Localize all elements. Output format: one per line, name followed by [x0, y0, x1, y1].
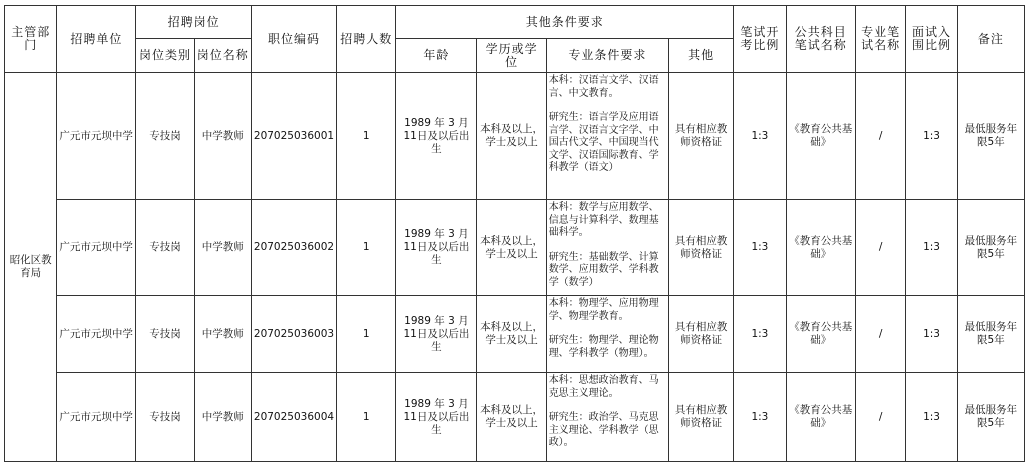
age-cell: 1989 年 3 月11日及以后出生	[396, 296, 477, 373]
code-cell: 207025036003	[251, 296, 336, 373]
major-postgrad: 研究生：政治学、马克思主义理论、学科教学（思政）。	[548, 412, 659, 448]
major-cell	[546, 73, 668, 200]
age-cell: 1989 年 3 月11日及以后出生	[396, 200, 477, 296]
type-cell: 专技岗	[136, 200, 194, 296]
count-cell: 1	[337, 200, 396, 296]
count-cell: 1	[337, 73, 396, 200]
public-exam-cell: 《教育公共基础》	[786, 373, 855, 462]
interview-ratio-cell: 1:3	[906, 373, 957, 462]
header-post-name: 岗位名称	[194, 39, 251, 73]
header-age: 年龄	[396, 39, 477, 73]
interview-ratio-cell: 1:3	[906, 73, 957, 200]
header-interview-ratio: 面试入围比例	[906, 6, 957, 73]
table-row	[5, 296, 1025, 373]
type-cell: 专技岗	[136, 373, 194, 462]
age-cell: 1989 年 3 月11日及以后出生	[396, 73, 477, 200]
major-undergrad: 本科：物理学、应用物理学、物理学教育。	[548, 298, 659, 322]
header-other-conditions: 其他条件要求	[396, 6, 734, 39]
header-prof-exam: 专业笔试名称	[855, 6, 905, 73]
recruitment-table	[4, 5, 1025, 462]
major-cell	[546, 200, 668, 296]
header-row-1	[5, 6, 1025, 39]
edu-cell: 本科及以上，学士及以上	[477, 73, 546, 200]
public-exam-cell: 《教育公共基础》	[786, 73, 855, 200]
header-exam-ratio: 笔试开考比例	[734, 6, 786, 73]
major-postgrad: 研究生：基础数学、计算数学、应用数学、学科教学（数学）	[548, 251, 659, 288]
exam-ratio-cell: 1:3	[734, 296, 786, 373]
major-postgrad: 研究生：语言学及应用语言学、汉语言文字学、中国古代文学、中国现当代文学、汉语国际教育、学科教学（语文）	[548, 112, 659, 173]
unit-cell: 广元市元坝中学	[57, 296, 136, 373]
header-post-type: 岗位类别	[136, 39, 194, 73]
other-cell: 具有相应教师资格证	[669, 296, 734, 373]
code-cell: 207025036001	[251, 73, 336, 200]
interview-ratio-cell: 1:3	[906, 296, 957, 373]
exam-ratio-cell: 1:3	[734, 73, 786, 200]
header-code: 职位编码	[251, 6, 336, 73]
header-public-exam: 公共科目笔试名称	[786, 6, 855, 73]
name-cell: 中学教师	[194, 73, 251, 200]
header-dept: 主管部门	[5, 6, 57, 73]
age-cell: 1989 年 3 月11日及以后出生	[396, 373, 477, 462]
header-unit: 招聘单位	[57, 6, 136, 73]
other-cell: 具有相应教师资格证	[669, 373, 734, 462]
major-undergrad: 本科：数学与应用数学、信息与计算科学、数理基础科学。	[548, 202, 659, 238]
remark-cell: 最低服务年限5年	[957, 296, 1024, 373]
exam-ratio-cell: 1:3	[734, 200, 786, 296]
remark-cell: 最低服务年限5年	[957, 73, 1024, 200]
table-row	[5, 73, 1025, 200]
count-cell: 1	[337, 296, 396, 373]
count-cell: 1	[337, 373, 396, 462]
name-cell: 中学教师	[194, 296, 251, 373]
table-row	[5, 373, 1025, 462]
prof-exam-cell: /	[855, 373, 905, 462]
name-cell: 中学教师	[194, 200, 251, 296]
header-post: 招聘岗位	[136, 6, 252, 39]
public-exam-cell: 《教育公共基础》	[786, 200, 855, 296]
name-cell: 中学教师	[194, 373, 251, 462]
header-count: 招聘人数	[337, 6, 396, 73]
dept-cell: 昭化区教育局	[5, 73, 57, 462]
edu-cell: 本科及以上，学士及以上	[477, 296, 546, 373]
type-cell: 专技岗	[136, 73, 194, 200]
prof-exam-cell: /	[855, 73, 905, 200]
type-cell: 专技岗	[136, 296, 194, 373]
exam-ratio-cell: 1:3	[734, 373, 786, 462]
interview-ratio-cell: 1:3	[906, 200, 957, 296]
code-cell: 207025036004	[251, 373, 336, 462]
unit-cell: 广元市元坝中学	[57, 200, 136, 296]
major-undergrad: 本科：汉语言文学、汉语言、中文教育。	[548, 75, 659, 99]
remark-cell: 最低服务年限5年	[957, 373, 1024, 462]
edu-cell: 本科及以上，学士及以上	[477, 200, 546, 296]
public-exam-cell: 《教育公共基础》	[786, 296, 855, 373]
header-major: 专业条件要求	[546, 39, 668, 73]
remark-cell: 最低服务年限5年	[957, 200, 1024, 296]
major-undergrad: 本科：思想政治教育、马克思主义理论。	[548, 375, 659, 399]
unit-cell: 广元市元坝中学	[57, 373, 136, 462]
code-cell: 207025036002	[251, 200, 336, 296]
major-cell	[546, 373, 668, 462]
unit-cell: 广元市元坝中学	[57, 73, 136, 200]
header-edu: 学历或学位	[477, 39, 546, 73]
header-remark: 备注	[957, 6, 1024, 73]
other-cell: 具有相应教师资格证	[669, 200, 734, 296]
prof-exam-cell: /	[855, 200, 905, 296]
major-cell	[546, 296, 668, 373]
major-postgrad: 研究生：物理学、理论物理、学科教学（物理）。	[548, 335, 659, 359]
other-cell: 具有相应教师资格证	[669, 73, 734, 200]
prof-exam-cell: /	[855, 296, 905, 373]
table-row	[5, 200, 1025, 296]
edu-cell: 本科及以上，学士及以上	[477, 373, 546, 462]
header-other: 其他	[669, 39, 734, 73]
